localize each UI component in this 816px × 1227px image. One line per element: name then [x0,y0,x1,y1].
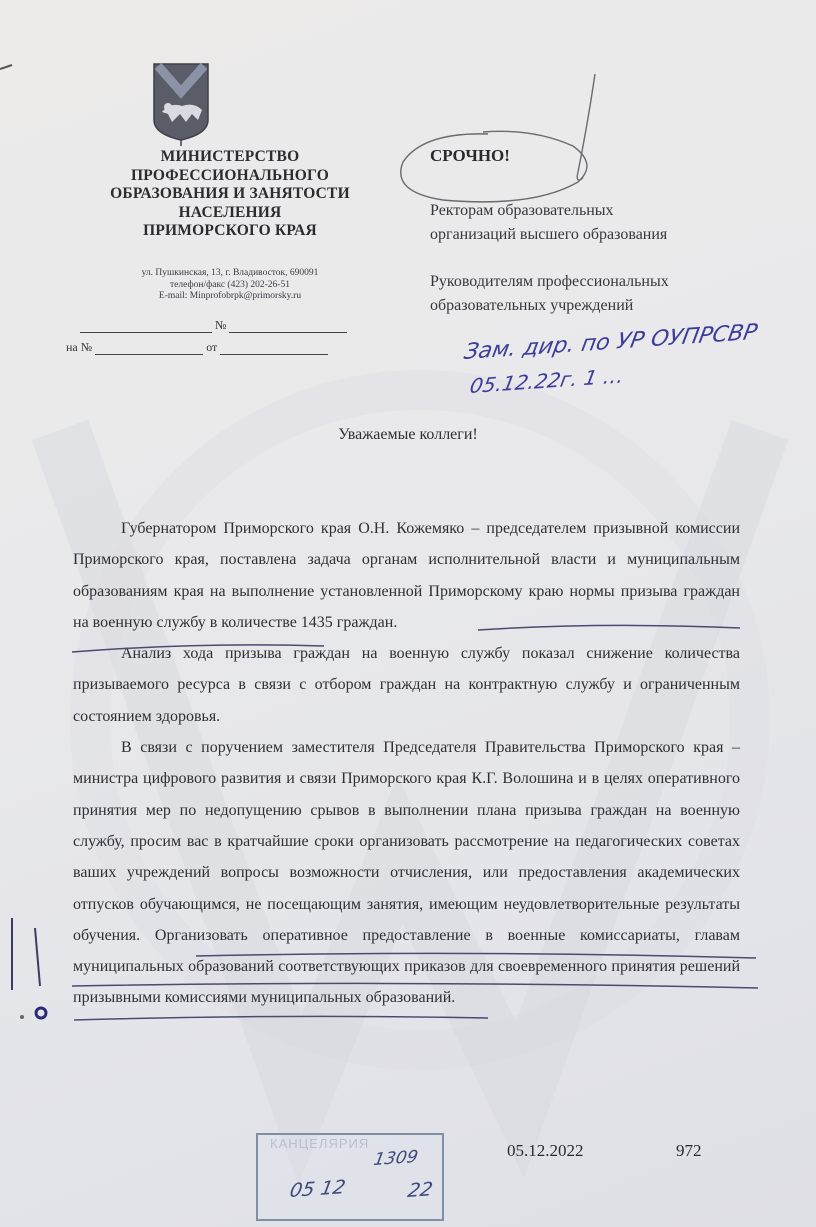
pen-mark [0,62,14,72]
number-label: № [215,318,227,332]
underlined-text: вопросы возможности отчисления, или предоставления академических отпусков обучающимся, не посещающим занятия, имеющим неудовлетворительные результаты обучения. [73,864,740,944]
underlined-text: на военную службу в количестве 1435 граждан. [73,613,398,631]
stamp-number: 1309 [372,1147,420,1170]
registration-number-line [80,318,347,333]
addressee-line: Ректорам образовательных [430,202,614,219]
greeting: Уважаемые коллеги! [338,426,478,443]
ministry-line: ПРИМОРСКОГО КРАЯ [143,222,317,239]
ministry-line: ПРОФЕССИОНАЛЬНОГО [131,166,329,184]
letter-body [73,513,740,1014]
handwritten-circle [383,72,628,212]
handwritten-resolution-line2: 05.12.22г. 1 … [468,363,626,398]
from-label: от [206,340,218,354]
reply-label: на № [66,340,93,354]
addressee-line: образовательных учреждений [430,297,634,314]
document-number: 972 [676,1141,702,1160]
coat-of-arms-icon [152,62,210,146]
ministry-line: МИНИСТЕРСТВО [160,148,300,165]
paragraph: Губернатором Приморского края О.Н. Кожемяко – председателем призывной комиссии Приморского края, поставлена задача органам исполнительной власти и муниципальным образованиям края на выполнение установленной Приморскому краю нормы призыва граждан на военную службу в количестве 1435 граждан. [73,520,740,631]
addressee-rectors [430,199,667,247]
urgent-label: СРОЧНО! [430,146,510,165]
paragraph: Анализ хода призыва граждан на военную службу показал снижение количества призываемого ресурса в связи с отбором граждан на контрактную службу и ограниченным состоянием здоровья. [73,645,740,725]
stamp-date: 05 12 [288,1176,348,1202]
email: E-mail: Minprofobrpk@primorsky.ru [158,291,302,301]
addressee-line: организаций высшего образования [430,226,668,243]
paragraph: В связи с поручением заместителя Председателя Правительства Приморского края – министра цифрового развития и связи Приморского края К.Г. Волошина и в целях оперативного принятия мер по недопущению срывов в выполнении плана призыва граждан на военную службу, просим вас в кратчайшие сроки организовать рассмотрение на педагогических советах ваших учреждений вопросы возможности отчисления, или предоставления академических отпусков обучающимся, не посещающим занятия, имеющим неудовлетворительные результаты обучения. Организовать оперативное предоставление в военные комиссариаты, главам муниципальных образований соответствующих приказов для своевременного принятия решений призывными комиссиями муниципальных образований. [73,739,740,1007]
handwritten-resolution-line1: Зам. дир. по УР ОУПРСВР [462,319,760,365]
addressee-heads [430,270,669,318]
stamp-year: 22 [406,1178,435,1202]
ministry-line: ОБРАЗОВАНИЯ И ЗАНЯТОСТИ [110,185,350,202]
ministry-contacts [70,268,390,303]
ministry-name [80,148,380,241]
ministry-line: НАСЕЛЕНИЯ [178,203,282,221]
stamp-title: КАНЦЕЛЯРИЯ [270,1136,370,1151]
addressee-line: Руководителям профессиональных [430,273,669,290]
reply-to-line [66,340,328,355]
document-date: 05.12.2022 [507,1141,584,1160]
phone: телефон/факс (423) 202-26-51 [170,279,290,290]
address: ул. Пушкинская, 13, г. Владивосток, 690091 [141,268,319,278]
